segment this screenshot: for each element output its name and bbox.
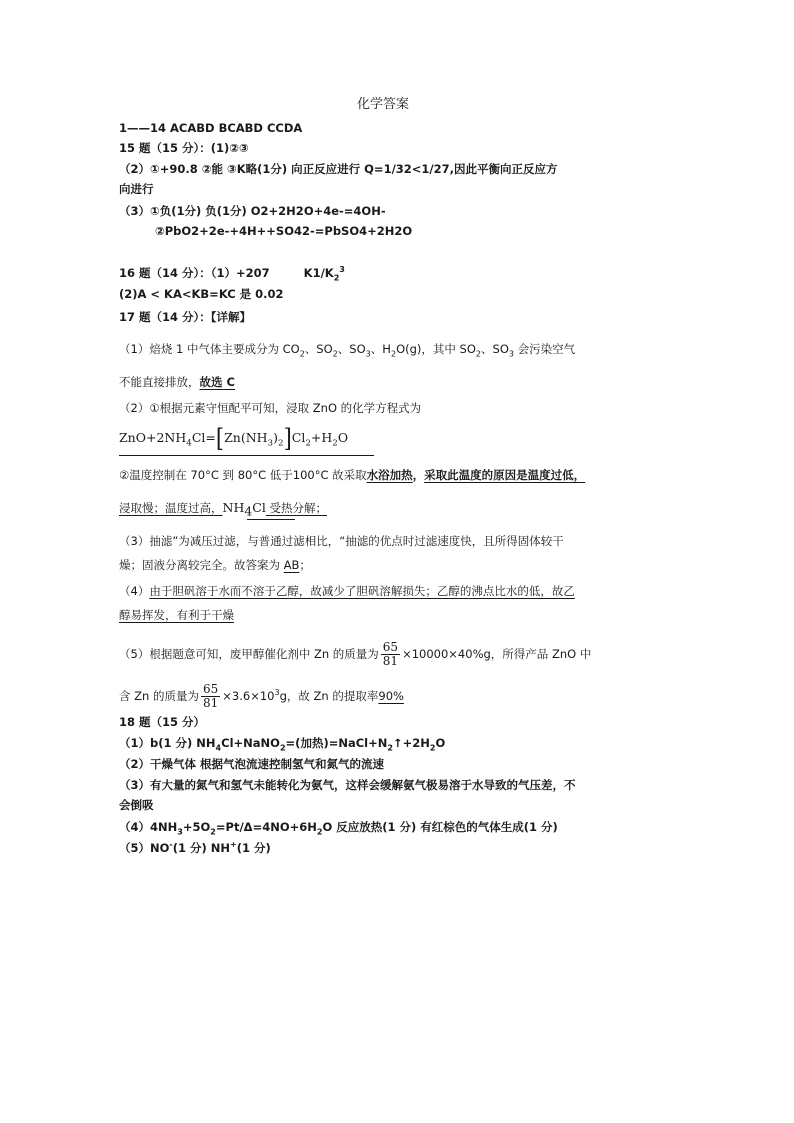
t: ； (299, 558, 311, 572)
t: Cl (291, 430, 306, 445)
q16-head-text: 16 题（14 分）：（1）+207 (119, 266, 270, 280)
q17-p2-intro: （2）①根据元素守恒配平可知，浸取 ZnO 的化学方程式为 (119, 401, 422, 415)
t: 、H (370, 342, 391, 356)
t: 由于胆矾溶于水而不溶于乙醇，故减少了胆矾溶解损失；乙醇的沸点比水的低，故乙 (149, 584, 575, 598)
t: =Pt/Δ=4NO+6H (215, 820, 317, 834)
q17-equation: $ZnO+2NH_4Cl=[Zn(NH_3)_2]Cl_2+H_2O$ (119, 423, 349, 453)
q17-p3-line2 (119, 557, 311, 573)
page-title: 化学答案 (357, 97, 410, 112)
t: O(g)，其中 SO (396, 342, 476, 356)
t: Zn(NH (224, 430, 268, 445)
q16-head (119, 265, 345, 281)
t: +5O (182, 820, 211, 834)
t: ×10000×40%g，所得产品 ZnO 中 (402, 647, 592, 661)
t: 受热分解； (265, 501, 328, 515)
t: 燥；固液分离较完全。故答案为 (119, 558, 284, 572)
q18-line5: $(4)4NH_3+5O_2=Pt/\Delta=4NO+6H_2O$ 反应放热(1 分) 有红棕色的气体生成(1 分) (119, 820, 558, 837)
t: （1）b(1 分) NH (119, 736, 216, 750)
q17-p1-line2 (119, 374, 235, 390)
q18-line6: （5）NO-(1 分) NH+(1 分) (119, 840, 271, 855)
t: O (337, 430, 349, 445)
exponent: 3 (274, 688, 280, 698)
fraction-denominator: 81 (382, 654, 399, 668)
t: （4） (119, 584, 150, 598)
q18-line2: （2）干燥气体 根据气泡流速控制氢气和氮气的流速 (119, 757, 385, 771)
t: g，故 Zn 的提取率 (279, 689, 379, 703)
t: （4）4NH (119, 820, 178, 834)
t: NH (222, 500, 245, 515)
t: O 反应放热(1 分) 有红棕色的气体生成(1 分) (322, 820, 558, 834)
t: +H (310, 430, 333, 445)
t: 、SO (481, 342, 509, 356)
t: 含 Zn 的质量为 (119, 689, 199, 703)
q17-p4-line1 (119, 583, 575, 599)
t: ， (412, 468, 425, 482)
t: 不能直接排放， (119, 375, 200, 389)
fraction-numerator: 65 (382, 640, 399, 654)
t: Cl= (191, 430, 216, 445)
q17-head: 17 题（14 分）：【详解】 (119, 310, 252, 324)
t: 醇易挥发，有利于干燥 (119, 608, 234, 622)
q15-line2: （2）①+90.8 ②能 ③K略(1分) 向正反应进行 Q=1/32<1/27,因此平衡向正反应方 (119, 162, 558, 176)
t: ②温度控制在 70°C 到 80°C 低于100°C 故采取 (119, 468, 367, 482)
t: ×3.6×10 (222, 689, 275, 703)
fraction-numerator: 65 (202, 682, 219, 696)
t: ZnO+2NH (119, 430, 187, 445)
t: Cl+NaNO (221, 736, 280, 750)
q17-p2b-line2: 浸取慢；温度过高，$NH_4Cl$ 受热分解； (119, 500, 328, 519)
fraction (381, 641, 400, 668)
q16-line2: (2)A < KA<KB=KC 是 0.02 (119, 287, 284, 301)
q18-line3: （3）有大量的氮气和氢气未能转化为氨气，这样会缓解氨气极易溶于水导致的气压差，不 (119, 778, 576, 792)
t: Cl (252, 500, 266, 515)
q15-line3: 向进行 (119, 182, 154, 196)
q17-p5-line2 (119, 683, 404, 710)
q15-line4: （3）①负(1分) 负(1分) O2+2H2O+4e-=4OH- (119, 204, 386, 218)
t: 会污染空气 (514, 342, 576, 356)
q18-head: 18 题（15 分） (119, 715, 206, 729)
fraction (201, 683, 220, 710)
t: 采取此温度的原因是温度过低， (424, 468, 586, 482)
q15-head: 15 题（15 分）：(1)②③ (119, 141, 249, 155)
q17-p5-line1 (119, 641, 591, 668)
q17-p3-answer: AB (283, 558, 300, 572)
q16-k-sup: 3 (339, 265, 345, 275)
q16-k-sub: 2 (333, 273, 340, 283)
q16-k: K1/K (303, 266, 334, 280)
mc-answers: 1——14 ACABD BCABD CCDA (119, 121, 303, 135)
t: 、SO (337, 342, 366, 356)
t: (1 分) NH (172, 841, 231, 855)
q17-p3-line1: （3）抽滤”为减压过滤，与普通过滤相比，“抽滤的优点时过滤速度快，且所得固体较干 (119, 534, 564, 548)
t: O (435, 736, 446, 750)
t: （5）根据题意可知，废甲醇催化剂中 Zn 的质量为 (119, 647, 379, 661)
t: （1）焙烧 1 中气体主要成分为 CO (119, 342, 300, 356)
fraction-denominator: 81 (202, 696, 219, 710)
equation-underline (119, 455, 374, 456)
t: 浸取慢；温度过高， (119, 501, 223, 515)
nh4cl-underline (247, 519, 295, 520)
t: 水浴加热 (366, 468, 413, 482)
q17-p1-answer: 故选 C (199, 375, 235, 389)
q15-line5: ②PbO2+2e-+4H++SO42-=PbSO4+2H2O (155, 224, 413, 238)
t: ↑+2H (392, 736, 430, 750)
t: =(加热)=NaCl+N (285, 736, 388, 750)
q17-p2b-line1 (119, 467, 585, 483)
q18-line4: 会倒吸 (119, 798, 154, 812)
q17-p5-answer: 90% (378, 689, 404, 703)
t: 、SO (304, 342, 333, 356)
q17-p1-line1: （1）焙烧 1 中气体主要成分为 $CO_2$、$SO_2$、$SO_3$、$H_2O(g)$，其中 $SO_2$、$SO_3$ 会污染空气 (119, 342, 576, 359)
q17-p4-line2 (119, 607, 234, 623)
t: ) (273, 430, 278, 445)
t: (1 分) (236, 841, 271, 855)
t: （5）NO (119, 841, 170, 855)
q18-line1: （1）b(1 分) $NH_4Cl+NaNO_2=$(加热)$=NaCl+N_2↑+2H_2O$ (119, 736, 446, 753)
